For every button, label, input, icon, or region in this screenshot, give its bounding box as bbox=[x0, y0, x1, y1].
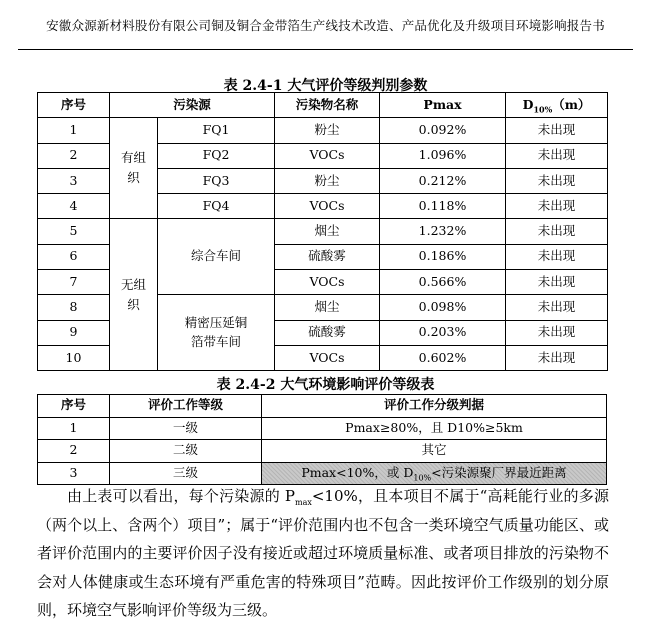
cell-d10: 未出现 bbox=[506, 118, 608, 143]
cell-grade: 三级 bbox=[110, 462, 262, 485]
cell-d10: 未出现 bbox=[506, 320, 608, 345]
table-row bbox=[38, 417, 607, 440]
cell-pollutant: 粉尘 bbox=[275, 118, 380, 143]
header-divider bbox=[18, 49, 633, 50]
cell-source: FQ3 bbox=[158, 168, 275, 193]
cell-pmax: 1.096% bbox=[380, 143, 506, 168]
cell-pmax: 0.602% bbox=[380, 345, 506, 370]
cell-no: 6 bbox=[38, 244, 110, 269]
cell-no: 2 bbox=[38, 143, 110, 168]
cell-d10: 未出现 bbox=[506, 219, 608, 244]
cell-pmax: 0.118% bbox=[380, 194, 506, 219]
cell-no: 7 bbox=[38, 270, 110, 295]
col-header-pollutant: 污染物名称 bbox=[275, 93, 380, 118]
cell-grade: 一级 bbox=[110, 417, 262, 440]
cell-pollutant: VOCs bbox=[275, 270, 380, 295]
cell-pollutant: 硫酸雾 bbox=[275, 320, 380, 345]
source-workshop: 综合车间 bbox=[158, 219, 275, 295]
cell-no: 1 bbox=[38, 118, 110, 143]
cell-pmax: 1.232% bbox=[380, 219, 506, 244]
assessment-grade-table bbox=[37, 394, 607, 485]
cell-pollutant: 烟尘 bbox=[275, 219, 380, 244]
cell-pmax: 0.212% bbox=[380, 168, 506, 193]
cell-d10: 未出现 bbox=[506, 168, 608, 193]
table-header-row bbox=[38, 395, 607, 418]
cell-source: FQ1 bbox=[158, 118, 275, 143]
cell-no: 9 bbox=[38, 320, 110, 345]
col-header-source: 污染源 bbox=[110, 93, 275, 118]
source-precision-workshop: 精密压延铜箔带车间 bbox=[158, 295, 275, 371]
cell-pollutant: VOCs bbox=[275, 194, 380, 219]
cell-pmax: 0.092% bbox=[380, 118, 506, 143]
cell-no: 4 bbox=[38, 194, 110, 219]
col-header-criteria: 评价工作分级判据 bbox=[262, 395, 607, 418]
table-row bbox=[38, 118, 608, 143]
page-header: 安徽众源新材料股份有限公司铜及铜合金带箔生产线技术改造、产品优化及升级项目环境影响报告书 bbox=[46, 18, 605, 33]
cell-pollutant: VOCs bbox=[275, 345, 380, 370]
cell-grade: 二级 bbox=[110, 440, 262, 463]
cell-pollutant: 粉尘 bbox=[275, 168, 380, 193]
cell-no: 8 bbox=[38, 295, 110, 320]
table-row bbox=[38, 440, 607, 463]
cell-criteria-highlighted: Pmax<10%，或 $D_{10\%}<$污染源聚厂界最近距离 bbox=[262, 462, 607, 485]
cell-criteria: 其它 bbox=[262, 440, 607, 463]
cell-d10: 未出现 bbox=[506, 295, 608, 320]
table-header-row bbox=[38, 93, 608, 118]
assessment-parameters-table bbox=[37, 92, 608, 371]
cell-d10: 未出现 bbox=[506, 345, 608, 370]
cell-no: 1 bbox=[38, 417, 110, 440]
cell-pollutant: 烟尘 bbox=[275, 295, 380, 320]
table2-caption: 表 2.4-2 大气环境影响评价等级表 bbox=[216, 377, 435, 393]
group-unorganized: 无组织 bbox=[110, 219, 158, 371]
cell-pmax: 0.203% bbox=[380, 320, 506, 345]
cell-criteria: Pmax≥80%，且 D10%≥5km bbox=[262, 417, 607, 440]
cell-no: 5 bbox=[38, 219, 110, 244]
col-header-d10: $D_{10\%}(m)$ bbox=[506, 93, 608, 118]
cell-d10: 未出现 bbox=[506, 194, 608, 219]
col-header-no: 序号 bbox=[38, 395, 110, 418]
cell-source: FQ2 bbox=[158, 143, 275, 168]
cell-d10: 未出现 bbox=[506, 270, 608, 295]
cell-d10: 未出现 bbox=[506, 244, 608, 269]
cell-no: 2 bbox=[38, 440, 110, 463]
conclusion-paragraph: 由上表可以看出，每个污染源的 $P_{max}<10\%$，且本项目不属于“高耗能行业的多源（两个以上、含两个）项目”；属于“评价范围内也不包含一类环境空气质量功能区、或者评价范围内的主要评价因子没有接近或超过环境质量标准、或者项目排放的污染物不会对人体健康或生态环境有严重危害的特殊项目”范畴。因此按评价工作级别的划分原则，环境空气影响评价等级为三级。 bbox=[37, 487, 609, 619]
group-organized: 有组织 bbox=[110, 118, 158, 219]
cell-pollutant: VOCs bbox=[275, 143, 380, 168]
cell-d10: 未出现 bbox=[506, 143, 608, 168]
cell-pmax: 0.566% bbox=[380, 270, 506, 295]
cell-no: 3 bbox=[38, 168, 110, 193]
col-header-grade: 评价工作等级 bbox=[110, 395, 262, 418]
col-header-pmax: Pmax bbox=[380, 93, 506, 118]
table1-caption: 表 2.4-1 大气评价等级判别参数 bbox=[223, 78, 428, 94]
table-row bbox=[38, 219, 608, 244]
cell-pollutant: 硫酸雾 bbox=[275, 244, 380, 269]
cell-source: FQ4 bbox=[158, 194, 275, 219]
cell-no: 10 bbox=[38, 345, 110, 370]
cell-pmax: 0.186% bbox=[380, 244, 506, 269]
col-header-no: 序号 bbox=[38, 93, 110, 118]
cell-pmax: 0.098% bbox=[380, 295, 506, 320]
cell-no: 3 bbox=[38, 462, 110, 485]
